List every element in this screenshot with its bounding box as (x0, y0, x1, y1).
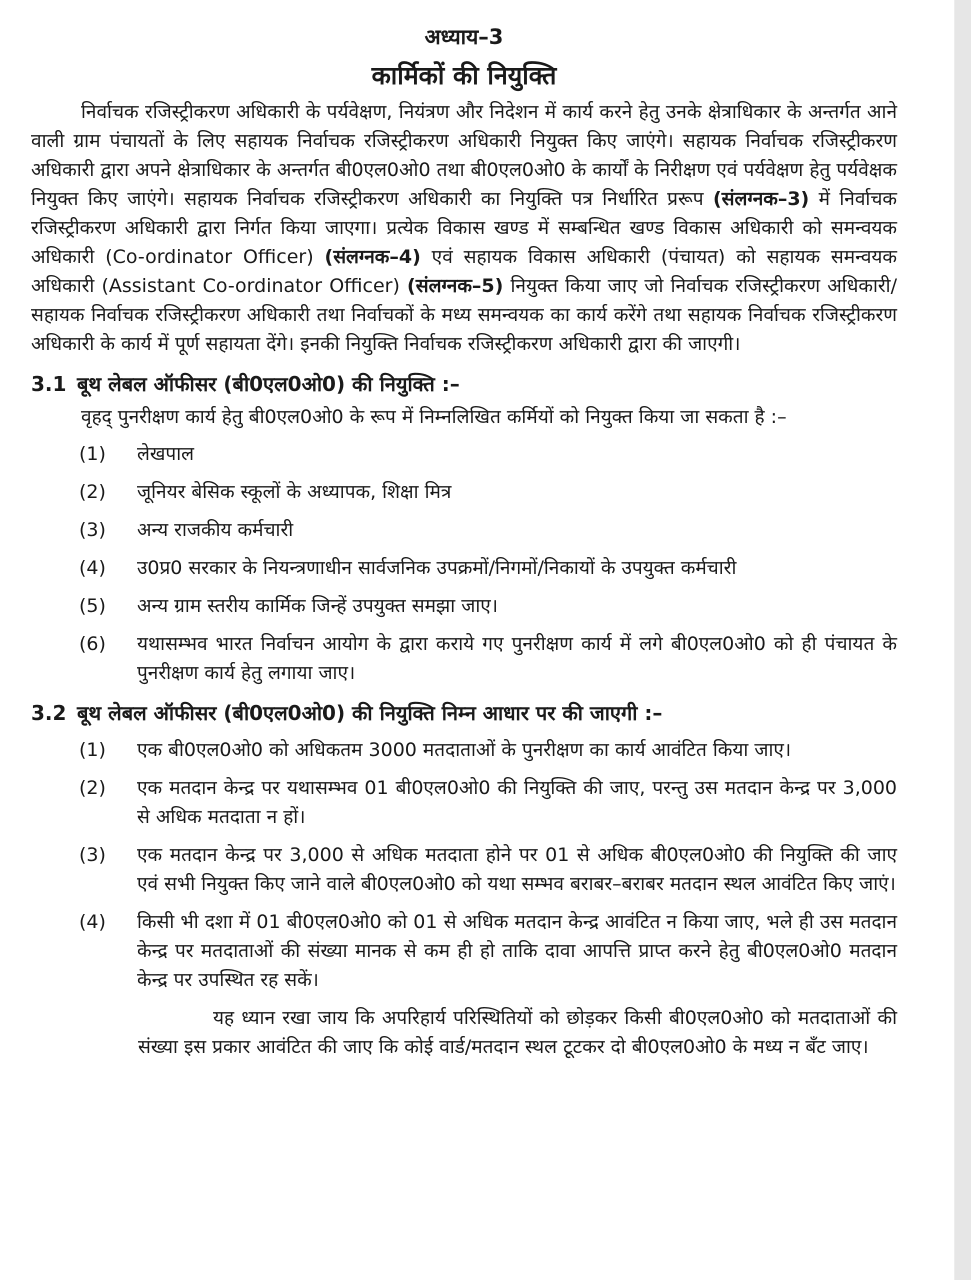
list-marker: (1) (79, 443, 106, 465)
intro-text-part4: नियुक्त किया जाए जो निर्वाचक रजिस्ट्रीकरण अधिकारी/सहायक निर्वाचक रजिस्ट्रीकरण अधिकारी तथा निर्वाचकों के मध्य समन्वयक का कार्य करेंगे तथा सहायक निर्वाचक रजिस्ट्रीकरण अधिकारी के कार्य में पूर्ण सहायता देंगे। इनकी नियुक्ति निर्वाचक रजिस्ट्रीकरण अधिकारी द्वारा की जाएगी। (31, 275, 897, 355)
intro-paragraph (31, 98, 897, 359)
list-marker: (5) (79, 595, 106, 617)
section-title: बूथ लेबल ऑफीसर (बी0एल0ओ0) की नियुक्ति निम्न आधार पर की जाएगी :– (77, 701, 663, 725)
section-3-2-heading (31, 698, 897, 728)
annex-3-reference: (संलग्नक–3) (712, 188, 810, 210)
list-item (31, 630, 897, 688)
section-number: 3.2 (31, 701, 67, 725)
list-item (31, 736, 897, 765)
list-item (31, 478, 897, 507)
annex-5-reference: (संलग्नक–5) (407, 275, 504, 297)
section-3-1-heading (31, 369, 897, 399)
section-3-2-list (31, 736, 897, 995)
list-marker: (4) (79, 557, 106, 579)
list-item (31, 440, 897, 469)
list-item (31, 774, 897, 832)
list-item (31, 841, 897, 899)
list-item-text: एक मतदान केन्द्र पर 3,000 से अधिक मतदाता होने पर 01 से अधिक बी0एल0ओ0 की नियुक्ति की जाए एवं सभी नियुक्त किए जाने वाले बी0एल0ओ0 को यथा सम्भव बराबर–बराबर मतदान स्थल आवंटित किए जाएं। (137, 844, 897, 895)
list-item-text: अन्य राजकीय कर्मचारी (137, 519, 294, 541)
annex-4-reference: (संलग्नक–4) (324, 246, 421, 268)
page-edge-strip (954, 0, 971, 1280)
list-item (31, 908, 897, 995)
chapter-title: कार्मिकों की नियुक्ति (371, 61, 557, 90)
list-marker: (3) (79, 519, 106, 541)
list-marker: (6) (79, 633, 106, 655)
section-title: बूथ लेबल ऑफीसर (बी0एल0ओ0) की नियुक्ति :– (77, 372, 460, 396)
list-marker: (2) (79, 777, 106, 799)
chapter-number: अध्याय–3 (424, 25, 504, 49)
section-number: 3.1 (31, 372, 67, 396)
list-item-text: अन्य ग्राम स्तरीय कार्मिक जिन्हें उपयुक्त समझा जाए। (137, 595, 498, 617)
section-3-1-intro: वृहद् पुनरीक्षण कार्य हेतु बी0एल0ओ0 के रूप में निम्नलिखित कर्मियों को नियुक्त किया जा सकता है :– (81, 406, 787, 428)
list-item-text: एक मतदान केन्द्र पर यथासम्भव 01 बी0एल0ओ0 की नियुक्ति की जाए, परन्तु उस मतदान केन्द्र पर 3,000 से अधिक मतदाता न हों। (137, 777, 897, 828)
intro-text-part2: में निर्वाचक रजिस्ट्रीकरण अधिकारी द्वारा निर्गत किया जाएगा। प्रत्येक विकास खण्ड में सम्बन्धित खण्ड विकास अधिकारी को समन्वयक अधिकारी (Co-ordinator Officer) (31, 188, 897, 268)
list-item (31, 592, 897, 621)
intro-text-part3: एवं सहायक विकास अधिकारी (पंचायत) को सहायक समन्वयक अधिकारी (Assistant Co-ordinator Officer) (31, 246, 897, 297)
document-content (31, 22, 897, 1062)
list-item-text: उ0प्र0 सरकार के नियन्त्रणाधीन सार्वजनिक उपक्रमों/निगमों/निकायों के उपयुक्त कर्मचारी (137, 557, 737, 579)
list-item-text: एक बी0एल0ओ0 को अधिकतम 3000 मतदाताओं के पुनरीक्षण का कार्य आवंटित किया जाए। (137, 739, 792, 761)
list-item-text: यथासम्भव भारत निर्वाचन आयोग के द्वारा कराये गए पुनरीक्षण कार्य में लगे बी0एल0ओ0 को ही पंचायत के पुनरीक्षण कार्य हेतु लगाया जाए। (137, 633, 897, 684)
list-item (31, 554, 897, 583)
list-marker: (1) (79, 739, 106, 761)
list-item (31, 516, 897, 545)
list-marker: (3) (79, 844, 106, 866)
section-3-2-note: यह ध्यान रखा जाय कि अपरिहार्य परिस्थितियों को छोड़कर किसी बी0एल0ओ0 को मतदाताओं की संख्या इस प्रकार आवंटित की जाए कि कोई वार्ड/मतदान स्थल टूटकर दो बी0एल0ओ0 के मध्य न बँट जाए। (138, 1007, 897, 1058)
list-marker: (2) (79, 481, 106, 503)
list-item-text: किसी भी दशा में 01 बी0एल0ओ0 को 01 से अधिक मतदान केन्द्र आवंटित न किया जाए, भले ही उस मतदान केन्द्र पर मतदाताओं की संख्या मानक से कम ही हो ताकि दावा आपत्ति प्राप्त करने हेतु बी0एल0ओ0 मतदान केन्द्र पर उपस्थित रह सकें। (137, 911, 897, 991)
list-marker: (4) (79, 911, 106, 933)
list-item-text: लेखपाल (137, 443, 195, 465)
section-3-1-list (31, 440, 897, 688)
intro-text-part1: निर्वाचक रजिस्ट्रीकरण अधिकारी के पर्यवेक्षण, नियंत्रण और निदेशन में कार्य करने हेतु उनके क्षेत्राधिकार के अन्तर्गत आने वाली ग्राम पंचायतों के लिए सहायक निर्वाचक रजिस्ट्रीकरण अधिकारी नियुक्त किए जाएंगे। सहायक निर्वाचक रजिस्ट्रीकरण अधिकारी द्वारा अपने क्षेत्राधिकार के अन्तर्गत बी0एल0ओ0 तथा बी0एल0ओ0 के कार्यों के निरीक्षण एवं पर्यवेक्षण हेतु पर्यवेक्षक नियुक्त किए जाएंगे। सहायक निर्वाचक रजिस्ट्रीकरण अधिकारी का नियुक्ति पत्र निर्धारित प्ररूप (31, 101, 897, 210)
list-item-text: जूनियर बेसिक स्कूलों के अध्यापक, शिक्षा मित्र (137, 481, 452, 503)
